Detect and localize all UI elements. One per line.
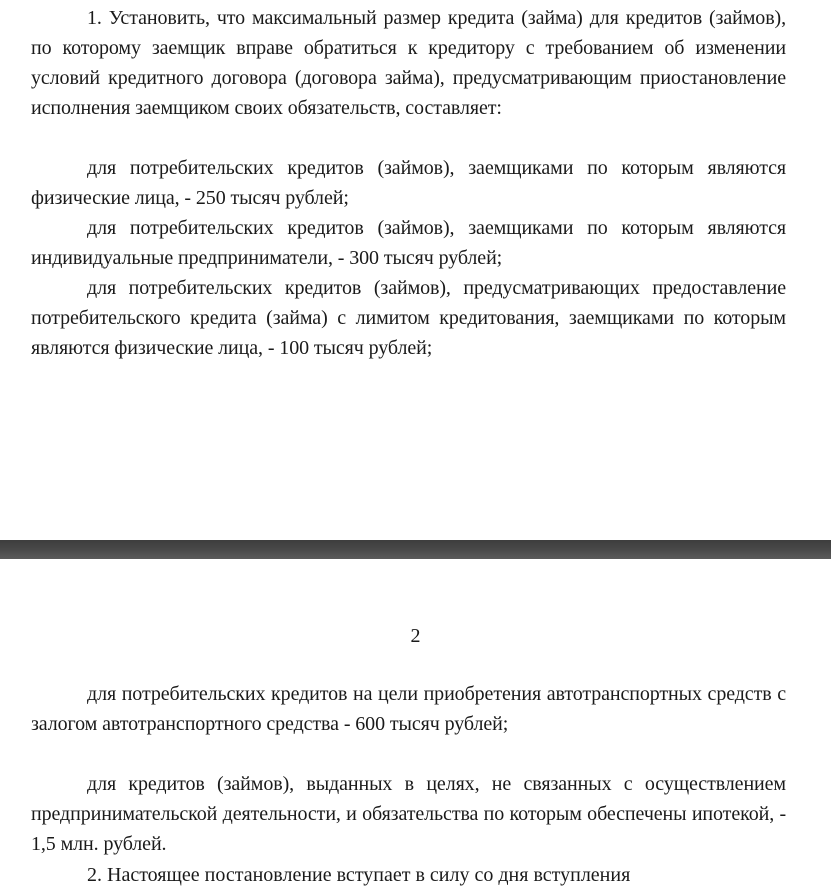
paragraph-5: для потребительских кредитов на цели приобретения автотранспортных средств с залогом автотранспортного средства - 600 тысяч рублей;: [31, 683, 786, 735]
paragraph-3: для потребительских кредитов (займов), заемщиками по которым являются индивидуальные предприниматели, - 300 тысяч рублей;: [31, 217, 786, 269]
paragraph-1: 1. Установить, что максимальный размер кредита (займа) для кредитов (займов), по которому заемщик вправе обратиться к кредитору с требованием об изменении условий кредитного договора (договора займа), предусматривающим приостановление исполнения заемщиком своих обязательств, составляет:: [31, 7, 786, 119]
paragraph-6: для кредитов (займов), выданных в целях, не связанных с осуществлением предпринимательской деятельности, и обязательства по которым обеспечены ипотекой, - 1,5 млн. рублей.: [31, 773, 786, 855]
paragraph-2: для потребительских кредитов (займов), заемщиками по которым являются физические лица, - 250 тысяч рублей;: [31, 157, 786, 209]
page-number: 2: [410, 625, 421, 647]
paragraph-7: 2. Настоящее постановление вступает в силу со дня вступления: [87, 864, 631, 886]
paragraph-4: для потребительских кредитов (займов), предусматривающих предоставление потребительского кредита (займа) с лимитом кредитования, заемщиками по которым являются физические лица, - 100 тысяч рублей;: [31, 277, 786, 359]
page-separator: [0, 540, 831, 559]
